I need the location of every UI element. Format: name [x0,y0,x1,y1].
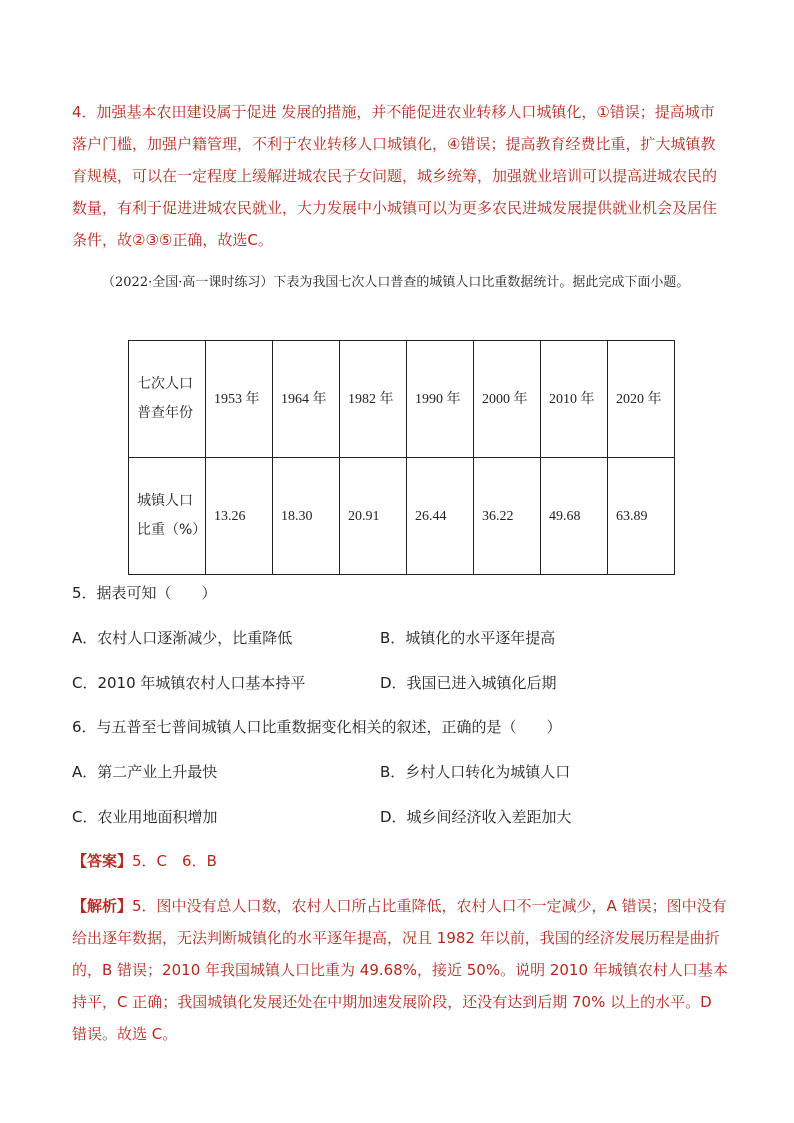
q6-option-d: D．城乡间经济收入差距加大 [380,808,572,826]
value-cell: 20.91 [340,458,407,575]
table-header-years: 七次人口普查年份 [129,341,206,458]
value-cell: 63.89 [608,458,675,575]
table-header-ratio: 城镇人口比重（%） [129,458,206,575]
value-cell: 26.44 [407,458,474,575]
table-row-years [129,341,675,458]
explanation-4: 4．加强基本农田建设属于促进 发展的措施，并不能促进农业转移人口城镇化，①错误；提高城市落户门槛，加强户籍管理，不利于农业转移人口城镇化，④错误；提高教育经费比重，扩大城镇教育规模，可以在一定程度上缓解进城农民子女问题，城乡统筹，加强就业培训可以提高进城农民的数量，有利于促进进城农民就业，大力发展中小城镇可以为更多农民进城发展提供就业机会及居住条件，故②③⑤正确，故选C。 [72,103,718,249]
q6-option-b: B．乡村人口转化为城镇人口 [380,763,571,781]
year-cell: 2010 年 [541,341,608,458]
year-cell: 2020 年 [608,341,675,458]
q5-option-b: B．城镇化的水平逐年提高 [380,629,556,647]
q6-option-c: C．农业用地面积增加 [72,808,218,826]
q5-stem: 5．据表可知（ ） [72,584,217,602]
value-cell: 18.30 [273,458,340,575]
question-intro: （2022·全国·高一课时练习）下表为我国七次人口普查的城镇人口比重数据统计。据此完成下面小题。 [102,275,690,290]
q5-option-a: A．农村人口逐渐减少，比重降低 [72,629,293,647]
table-row-values [129,458,675,575]
q5-option-d: D．我国已进入城镇化后期 [380,674,557,692]
value-cell: 49.68 [541,458,608,575]
census-table [128,340,675,575]
q5-option-c: C．2010 年城镇农村人口基本持平 [72,674,306,692]
q6-stem: 6．与五普至七普间城镇人口比重数据变化相关的叙述，正确的是（ ） [72,718,562,736]
q6-option-a: A．第二产业上升最快 [72,763,218,781]
year-cell: 1953 年 [206,341,273,458]
answer-line [72,850,217,871]
answer-tag: 【答案】 [72,852,133,870]
value-cell: 13.26 [206,458,273,575]
year-cell: 1964 年 [273,341,340,458]
analysis-block [72,890,728,1050]
analysis-text: 5．图中没有总人口数，农村人口所占比重降低，农村人口不一定减少，A 错误；图中没有给出逐年数据，无法判断城镇化的水平逐年提高，况且 1982 年以前，我国的经济发展历程是曲折的，B 错误；2010 年我国城镇人口比重为 49.68%，接近 50%。说明 2010 年城镇农村人口基本持平，C 正确；我国城镇化发展还处在中期加速发展阶段，还没有达到后期 70% 以上的水平。D 错误。故选 C。 [72,897,728,1043]
value-cell: 36.22 [474,458,541,575]
analysis-tag: 【解析】 [72,897,133,915]
year-cell: 2000 年 [474,341,541,458]
year-cell: 1990 年 [407,341,474,458]
year-cell: 1982 年 [340,341,407,458]
answer-text: 5．C 6．B [132,852,217,870]
